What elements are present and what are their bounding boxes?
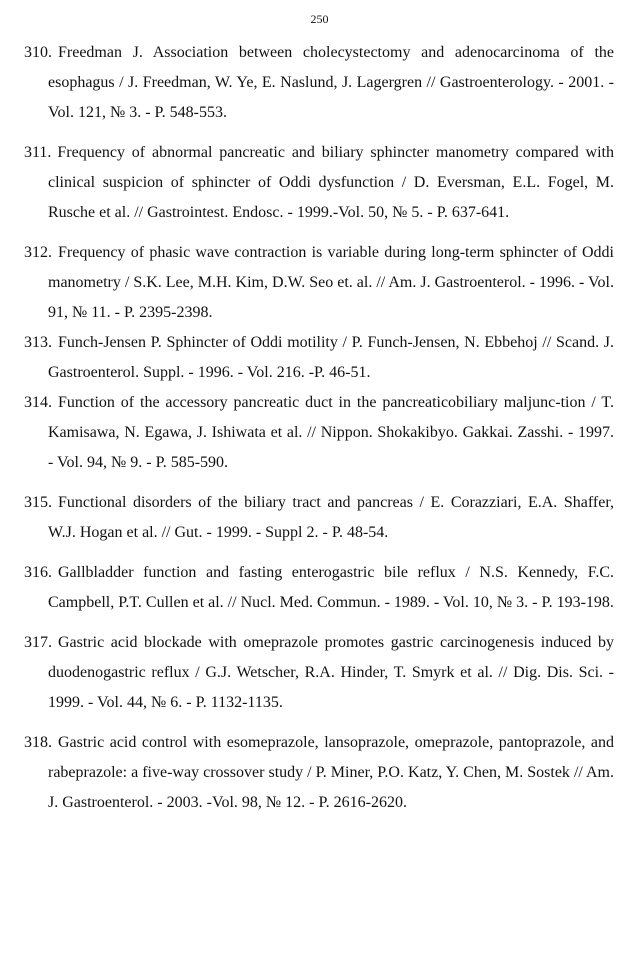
reference-text: Frequency of phasic wave contraction is variable during long-term sphincter of Oddi manometry / S.K. Lee, M.H. Kim, D.W. Seo et. al. // Am. J. Gastroenterol. - 1996. - Vol. 91, № 11. - P. 2395-2398. [48,244,614,321]
page-number: 250 [310,12,329,26]
reference-item [24,138,614,228]
reference-item [24,388,614,478]
reference-item [24,38,614,128]
reference-text: Functional disorders of the biliary tract and pancreas / E. Corazziari, E.A. Shaffer, W.J. Hogan et al. // Gut. - 1999. - Suppl 2. - P. 48-54. [48,494,614,541]
reference-item [24,328,614,388]
reference-number: 313. [24,334,52,351]
reference-text: Funch-Jensen P. Sphincter of Oddi motility / P. Funch-Jensen, N. Ebbehoj // Scand. J. Gastroenterol. Suppl. - 1996. - Vol. 216. -P. 46-51. [48,334,614,381]
reference-number: 315. [24,494,52,511]
reference-number: 317. [24,634,52,651]
reference-text: Gastric acid blockade with omeprazole promotes gastric carcinogenesis induced by duodenogastric reflux / G.J. Wetscher, R.A. Hinder, T. Smyrk et al. // Dig. Dis. Sci. - 1999. - Vol. 44, № 6. - P. 1132-1135. [48,634,614,711]
reference-number: 310. [24,44,52,61]
reference-item [24,628,614,718]
reference-number: 318. [24,734,52,751]
reference-number: 311. [24,144,52,161]
reference-list [24,38,614,818]
reference-item [24,238,614,328]
reference-number: 316. [24,564,52,581]
reference-item [24,558,614,618]
reference-text: Frequency of abnormal pancreatic and biliary sphincter manometry compared with clinical suspicion of sphincter of Oddi dysfunction / D. Eversman, E.L. Fogel, M. Rusche et al. // Gastrointest. Endosc. - 1999.-Vol. 50, № 5. - P. 637-641. [48,144,614,221]
reference-text: Function of the accessory pancreatic duct in the pancreaticobiliary maljunc-tion / T. Kamisawa, N. Egawa, J. Ishiwata et al. // Nippon. Shokakibyo. Gakkai. Zasshi. - 1997. - Vol. 94, № 9. - P. 585-590. [48,394,614,471]
reference-item [24,488,614,548]
reference-number: 312. [24,244,52,261]
reference-number: 314. [24,394,52,411]
reference-text: Freedman J. Association between cholecystectomy and adenocarcinoma of the esophagus / J. Freedman, W. Ye, E. Naslund, J. Lagergren // Gastroenterology. - 2001. - Vol. 121, № 3. - P. 548-553. [48,44,614,121]
reference-text: Gallbladder function and fasting enterogastric bile reflux / N.S. Kennedy, F.C. Campbell, P.T. Cullen et al. // Nucl. Med. Commun. - 1989. - Vol. 10, № 3. - P. 193-198. [48,564,614,611]
reference-text: Gastric acid control with esomeprazole, lansoprazole, omeprazole, pantoprazole, and rabeprazole: a five-way crossover study / P. Miner, P.O. Katz, Y. Chen, M. Sostek // Am. J. Gastroenterol. - 2003. -Vol. 98, № 12. - P. 2616-2620. [48,734,614,811]
reference-item [24,728,614,818]
